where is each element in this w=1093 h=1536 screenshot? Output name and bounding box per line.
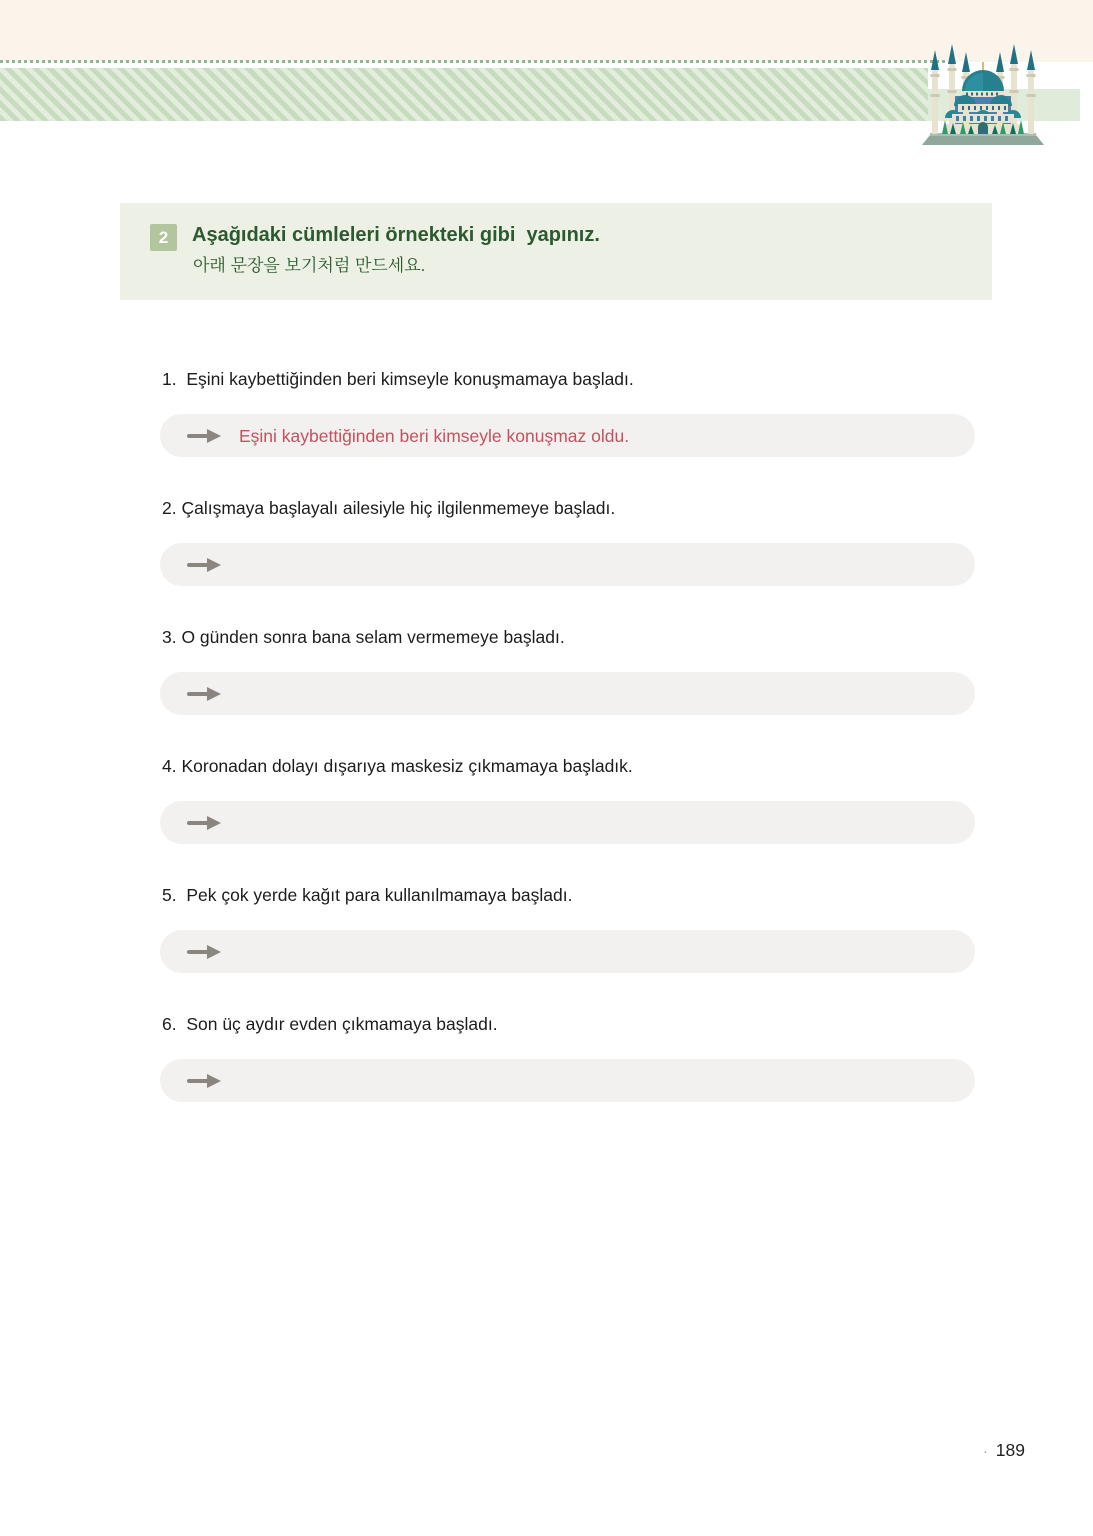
dotted-divider (0, 60, 945, 63)
item-prompt: 1. Eşini kaybettiğinden beri kimseyle konuşmamaya başladı. (162, 369, 634, 389)
exercise-item-2 (160, 497, 975, 586)
instruction-box (120, 203, 992, 300)
answer-field[interactable] (160, 801, 975, 844)
exercise-item-6 (160, 1013, 975, 1102)
exercise-item-5 (160, 884, 975, 973)
answer-field[interactable] (160, 930, 975, 973)
instruction-title-korean: 아래 문장을 보기처럼 만드세요. (193, 256, 426, 275)
answer-field[interactable] (160, 672, 975, 715)
arrow-right-icon (187, 687, 221, 701)
page-number (983, 1440, 1025, 1461)
instruction-title-turkish: Aşağıdaki cümleleri örnekteki gibi yapınız. (192, 224, 600, 246)
answer-field[interactable] (160, 543, 975, 586)
answer-field[interactable] (160, 1059, 975, 1102)
item-prompt: 4. Koronadan dolayı dışarıya maskesiz çıkmamaya başladık. (162, 756, 633, 776)
striped-green-band (0, 68, 928, 121)
exercise-number-badge: 2 (150, 224, 177, 251)
item-prompt: 3. O günden sonra bana selam vermemeye başladı. (162, 627, 565, 647)
arrow-right-icon (187, 558, 221, 572)
item-prompt: 6. Son üç aydır evden çıkmamaya başladı. (162, 1014, 498, 1034)
example-answer-text: Eşini kaybettiğinden beri kimseyle konuşmaz oldu. (239, 425, 630, 446)
item-prompt: 5. Pek çok yerde kağıt para kullanılmamaya başladı. (162, 885, 573, 905)
exercise-item-4 (160, 755, 975, 844)
exercise-item-1 (160, 368, 975, 457)
arrow-right-icon (187, 945, 221, 959)
item-prompt: 2. Çalışmaya başlayalı ailesiyle hiç ilgilenmemeye başladı. (162, 498, 616, 518)
arrow-right-icon (187, 1074, 221, 1088)
page-number-value: 189 (995, 1440, 1025, 1460)
mosque-illustration (918, 42, 1048, 148)
exercise-item-3 (160, 626, 975, 715)
answer-field[interactable] (160, 414, 975, 457)
page-number-dot: · (983, 1442, 988, 1459)
arrow-right-icon (187, 816, 221, 830)
arrow-right-icon (187, 429, 221, 443)
exercise-items (160, 368, 975, 1142)
